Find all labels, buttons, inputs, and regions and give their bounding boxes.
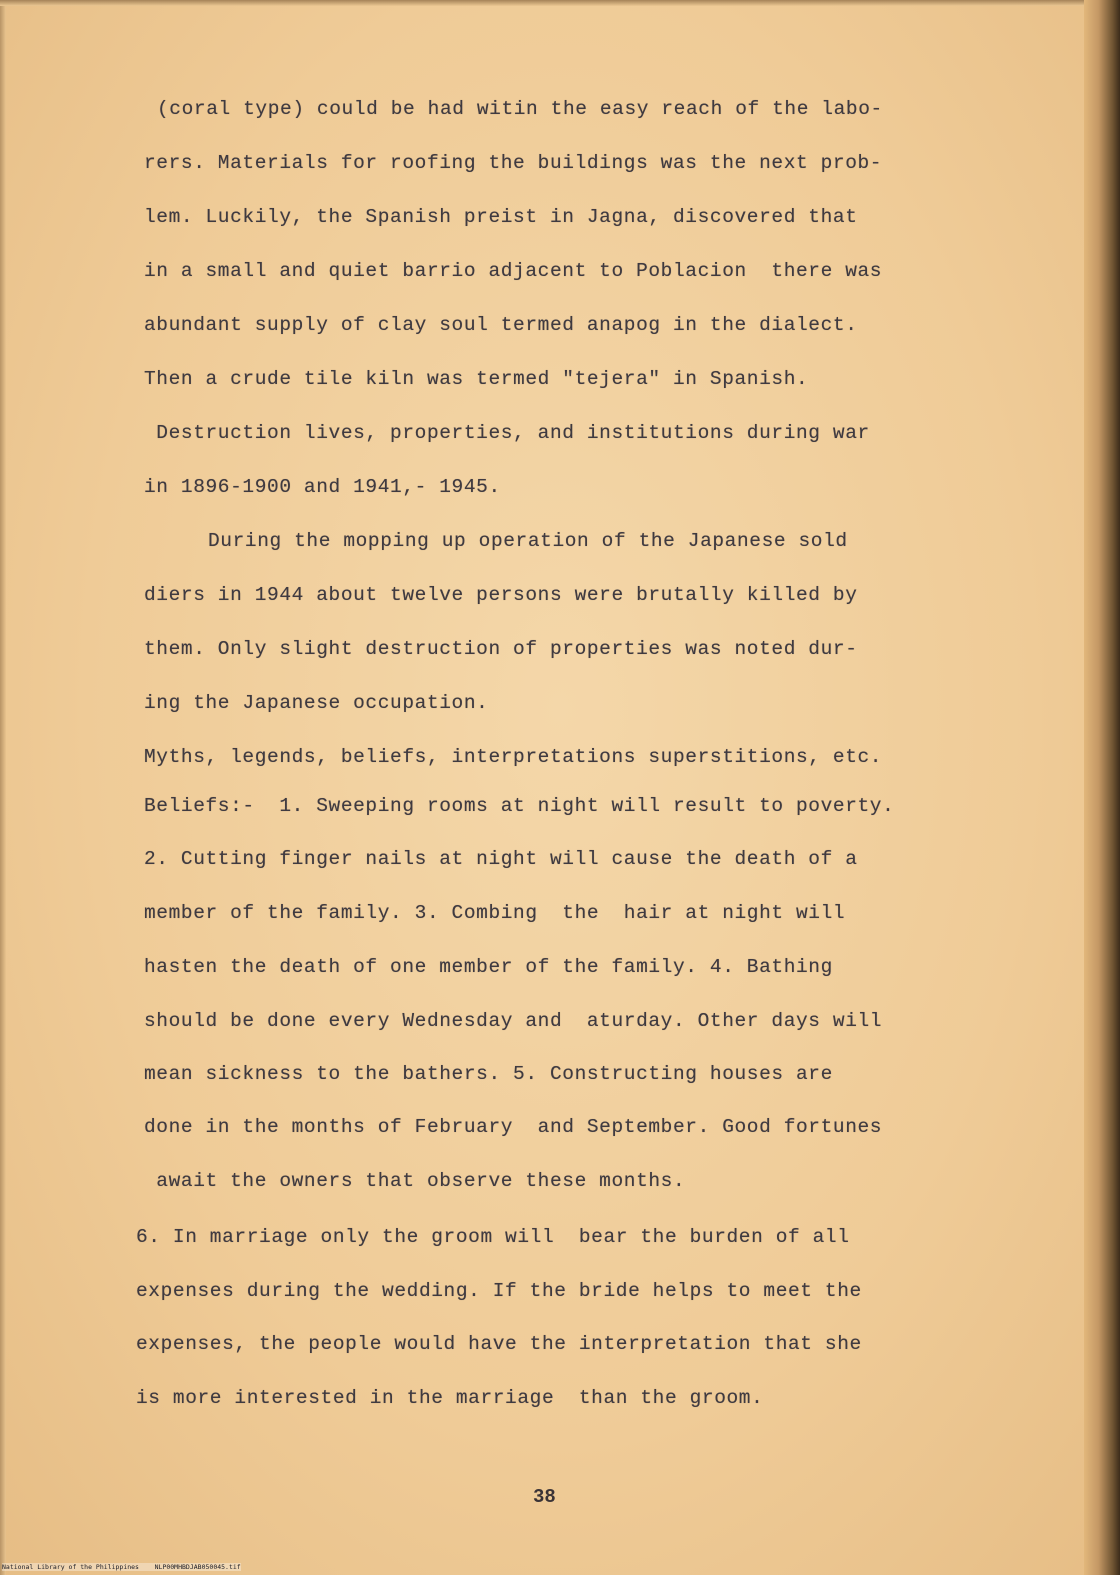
text-line: hasten the death of one member of the family. 4. Bathing — [144, 956, 833, 978]
text-line: 6. In marriage only the groom will bear the burden of all — [136, 1226, 850, 1248]
text-line: Myths, legends, beliefs, interpretations superstitions, etc. — [144, 746, 883, 768]
text-line: diers in 1944 about twelve persons were brutally killed by — [144, 584, 858, 606]
text-line: Beliefs:- 1. Sweeping rooms at night will result to poverty. — [144, 795, 895, 817]
text-line: Then a crude tile kiln was termed "tejera" in Spanish. — [144, 368, 809, 390]
text-line: expenses, the people would have the interpretation that she — [136, 1333, 862, 1355]
text-line: await the owners that observe these months. — [144, 1170, 686, 1192]
text-line: Destruction lives, properties, and institutions during war — [144, 422, 870, 444]
text-line: mean sickness to the bathers. 5. Constructing houses are — [144, 1063, 833, 1085]
page-number: 38 — [533, 1486, 556, 1508]
text-line: lem. Luckily, the Spanish preist in Jagna, discovered that — [144, 206, 858, 228]
text-line: (coral type) could be had witin the easy reach of the labo- — [157, 98, 883, 120]
text-line: member of the family. 3. Combing the hair at night will — [144, 902, 846, 924]
text-line: 2. Cutting finger nails at night will cause the death of a — [144, 848, 858, 870]
text-line: should be done every Wednesday and aturday. Other days will — [144, 1010, 883, 1032]
text-line: is more interested in the marriage than the groom. — [136, 1387, 764, 1409]
text-line: them. Only slight destruction of properties was noted dur- — [144, 638, 858, 660]
text-line: in 1896-1900 and 1941,- 1945. — [144, 476, 501, 498]
text-line: abundant supply of clay soul termed anapog in the dialect. — [144, 314, 858, 336]
scan-footer-label: National Library of the Philippines NLP00MHBDJAB050045.tif — [2, 1563, 241, 1571]
text-line: rers. Materials for roofing the buildings was the next prob- — [144, 152, 883, 174]
text-line: ing the Japanese occupation. — [144, 692, 489, 714]
text-line: expenses during the wedding. If the bride helps to meet the — [136, 1280, 862, 1302]
text-line: done in the months of February and September. Good fortunes — [144, 1116, 883, 1138]
text-line: in a small and quiet barrio adjacent to Poblacion there was — [144, 260, 883, 282]
text-line: During the mopping up operation of the Japanese sold — [208, 530, 848, 552]
